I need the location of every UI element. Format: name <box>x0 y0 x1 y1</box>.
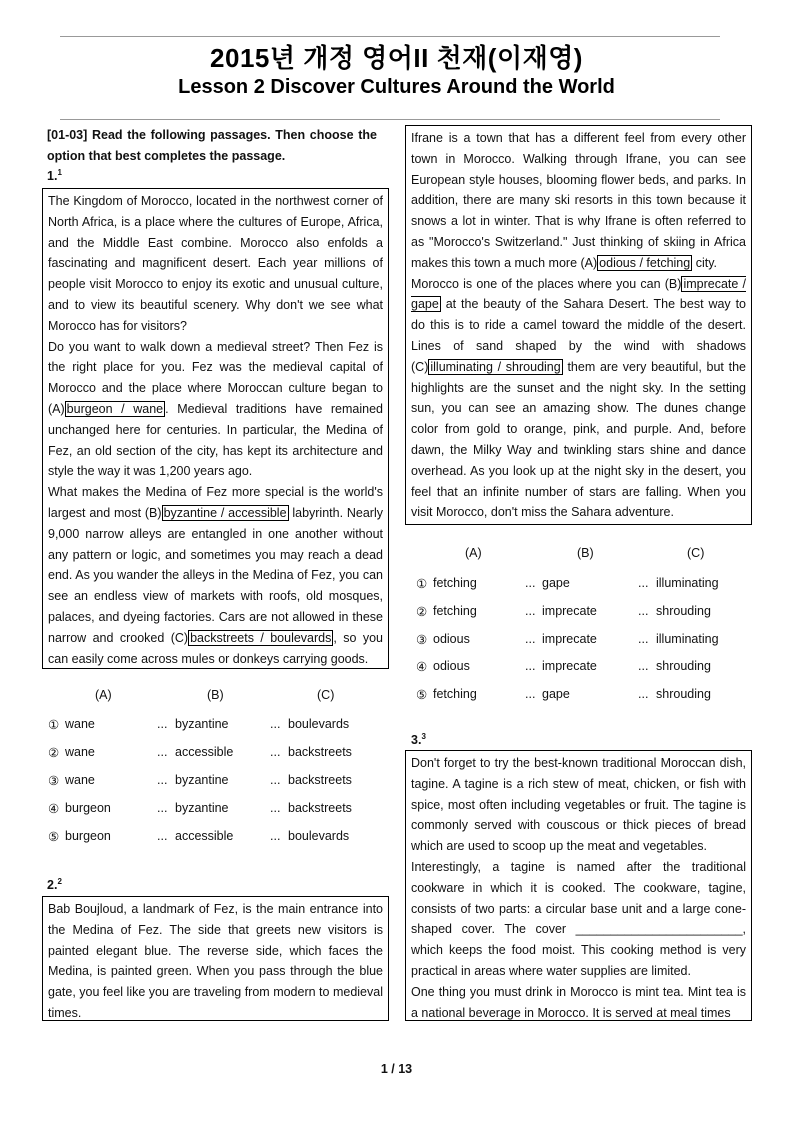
q1-passage <box>42 188 389 669</box>
passage-text: Bab Boujloud, a landmark of Fez, is the main entrance into the Medina of Fez. The side that greets new visitors is painted elegant blue. The reverse side, which faces the Medina, is painted green. When you pass through the blue gate, you feel like you are traveling from modern to medieval times. <box>48 902 383 1020</box>
top-rule <box>60 36 720 37</box>
question-2-number <box>47 877 62 892</box>
choice-b: imprecate <box>542 631 597 646</box>
q2-passage-left <box>42 896 389 1021</box>
column-header: (C) <box>687 546 705 560</box>
paragraph <box>411 753 746 857</box>
q1-footnote: 1 <box>57 168 62 177</box>
choice-number[interactable]: ① <box>48 718 60 732</box>
choice-c: illuminating <box>656 631 719 646</box>
ellipsis-separator: ... <box>157 773 168 787</box>
ellipsis-separator: ... <box>638 576 649 590</box>
page-title: 2015년 개정 영어II 천재(이재영) <box>210 43 583 73</box>
ellipsis-separator: ... <box>270 801 281 815</box>
q3-label: 3. <box>411 733 422 748</box>
choice-b: imprecate <box>542 603 597 618</box>
boxed-word-choice: burgeon / wane <box>66 401 164 416</box>
choice-a: odious <box>433 631 470 646</box>
choice-c: shrouding <box>656 687 711 702</box>
choice-number[interactable]: ④ <box>48 802 60 816</box>
ellipsis-separator: ... <box>157 745 168 759</box>
choice-number[interactable]: ③ <box>416 632 428 647</box>
choice-c: boulevards <box>288 717 350 731</box>
choice-c: shrouding <box>656 603 711 618</box>
paragraph <box>48 191 383 337</box>
passage-text: Ifrane is a town that has a different feel from every other town in Morocco. Walking through Ifrane, you can see European style houses, blooming flower beds, and parks. In addition, there are many ski resorts in this town because it snows a lot in winter. That is why Ifrane is often referred to as "Morocco's Switzerland." Just thinking of skiing in Africa makes this town a much more (A) <box>411 131 746 270</box>
instructions: [01-03] Read the following passages. Then choose the option that best completes the passage. <box>47 128 377 163</box>
paragraph <box>48 337 383 483</box>
q1-label: 1. <box>47 169 58 184</box>
paragraph <box>411 857 746 982</box>
choice-c: boulevards <box>288 829 350 843</box>
q3-footnote: 3 <box>421 732 426 741</box>
choice-b: gape <box>542 576 570 590</box>
question-3-number <box>411 732 426 747</box>
boxed-word-choice: imprecate / gape <box>411 276 746 312</box>
choice-a: burgeon <box>65 829 111 843</box>
ellipsis-separator: ... <box>638 659 649 674</box>
choice-a: fetching <box>433 603 477 618</box>
q2-label: 2. <box>47 878 58 893</box>
choice-c: illuminating <box>656 576 719 590</box>
ellipsis-separator: ... <box>270 773 281 787</box>
passage-text: The Kingdom of Morocco, located in the northwest corner of North Africa, is a place where the cultures of Europe, Africa, and the Middle East combine. Morocco also enfolds a fascinating and magnificent desert. Each year millions of people visit Morocco to enjoy its exotic and unusual culture, and to view its beautiful scenery. Why don't we see what Morocco has for visitors? <box>48 194 383 333</box>
passage-text: city. <box>692 255 717 270</box>
ellipsis-separator: ... <box>157 801 168 815</box>
q3-passage <box>405 750 752 1021</box>
choice-c: backstreets <box>288 745 352 759</box>
passage-text: Interestingly, a tagine is named after the traditional cookware in which it is cooked. The cookware, tagine, consists of two parts: a circular base unit and a large cone-shaped cover. The cover ________________________, which keeps the food moist. This cooking method is very practical in areas where water supplies are limited. <box>411 859 746 978</box>
passage-text: . Medieval traditions have remained unchanged here for centuries. In particular, the Medina of Fez, an old section of the city, has kept its architecture and style the way it was 1,200 years ago. <box>48 401 383 479</box>
boxed-word-choice: byzantine / accessible <box>163 505 287 520</box>
passage-text: , so you can easily come across mules or donkeys carrying goods. <box>48 630 383 666</box>
ellipsis-separator: ... <box>525 659 536 674</box>
choice-b: byzantine <box>175 717 229 731</box>
choice-number[interactable]: ③ <box>48 774 60 788</box>
choice-number[interactable]: ① <box>416 577 428 591</box>
ellipsis-separator: ... <box>270 745 281 759</box>
passage-text: Don't forget to try the best-known traditional Moroccan dish, tagine. A tagine is a rich stew of meat, chicken, or fish with spice, most often including vegetables or fruit. The tagine is commonly served with couscous or thick pieces of bread which are used to scoop up the meat and vegetables. <box>411 756 746 854</box>
choice-a: wane <box>65 717 95 731</box>
choice-b: imprecate <box>542 659 597 674</box>
boxed-word-choice: backstreets / boulevards <box>190 630 332 645</box>
column-header: (A) <box>465 546 482 560</box>
ellipsis-separator: ... <box>270 717 281 731</box>
page-subtitle: Lesson 2 Discover Cultures Around the World <box>178 76 615 98</box>
column-header: (A) <box>95 688 112 702</box>
passage-text: at the beauty of the Sahara Desert. The best way to do this is to ride a camel toward the middle of the desert. Lines of sand shaped by the wind with shadows (C) <box>411 297 746 374</box>
page-number: 1 / 13 <box>380 1062 413 1076</box>
column-header: (B) <box>577 546 594 560</box>
choice-a: fetching <box>433 576 477 590</box>
choice-b: accessible <box>175 745 234 759</box>
q2-footnote: 2 <box>57 877 62 886</box>
choice-number[interactable]: ⑤ <box>48 830 60 844</box>
ellipsis-separator: ... <box>638 631 649 646</box>
choice-number[interactable]: ④ <box>416 660 428 675</box>
choice-b: accessible <box>175 829 234 843</box>
passage-text: Morocco is one of the places where you can (B) <box>411 276 682 291</box>
choice-a: burgeon <box>65 801 111 815</box>
passage-text: One thing you must drink in Morocco is mint tea. Mint tea is a national beverage in Morocco. It is served at meal times <box>411 984 746 1020</box>
paragraph <box>411 274 746 524</box>
ellipsis-separator: ... <box>525 631 536 646</box>
question-1-number <box>47 168 62 183</box>
choice-a: odious <box>433 659 470 674</box>
ellipsis-separator: ... <box>638 687 649 702</box>
ellipsis-separator: ... <box>525 576 536 590</box>
passage-text: Do you want to walk down a medieval street? Then Fez is the right place for you. Fez was the medieval capital of Morocco and the place where Moroccan culture began to (A) <box>48 339 383 416</box>
choice-b: byzantine <box>175 801 229 815</box>
choice-c: shrouding <box>656 659 711 674</box>
paragraph <box>411 128 746 274</box>
boxed-word-choice: illuminating / shrouding <box>430 359 561 374</box>
choice-b: gape <box>542 687 570 702</box>
column-header: (C) <box>317 688 335 702</box>
passage-text: them are very beautiful, but the highlights are the sunset and the night sky. In the setting sun, you can see an amazing show. The dunes change color from gold to orange, pink, and purple. And, before dawn, the Milky Way and twinkling stars shine and dance overhead. As you look up at the night sky in the desert, you feel that an infinite number of stars are falling. When you visit Morocco, don't miss the Sahara adventure. <box>411 359 747 520</box>
choice-number[interactable]: ⑤ <box>416 688 428 703</box>
ellipsis-separator: ... <box>525 687 536 702</box>
boxed-word-choice: odious / fetching <box>599 255 691 270</box>
header-rule <box>60 119 720 120</box>
ellipsis-separator: ... <box>270 829 281 843</box>
paragraph <box>48 482 383 669</box>
choice-a: wane <box>65 773 95 787</box>
choice-a: fetching <box>433 687 477 702</box>
choice-number[interactable]: ② <box>48 746 60 760</box>
choice-a: wane <box>65 745 95 759</box>
choice-c: backstreets <box>288 801 352 815</box>
passage-text: What makes the Medina of Fez more special is the world's largest and most (B) <box>48 485 383 520</box>
ellipsis-separator: ... <box>638 603 649 618</box>
q2-passage-right <box>405 125 752 525</box>
paragraph <box>48 899 383 1024</box>
column-header: (B) <box>207 688 224 702</box>
choice-b: byzantine <box>175 773 229 787</box>
ellipsis-separator: ... <box>525 603 536 618</box>
paragraph <box>411 982 746 1021</box>
ellipsis-separator: ... <box>157 829 168 843</box>
choice-number[interactable]: ② <box>416 604 428 619</box>
passage-text: labyrinth. Nearly 9,000 narrow alleys are entangled in one another without any pattern or logic, and sometimes you may reach a dead end. As you wander the alleys in the Medina of Fez, you can see an endless view of markets with roofs, old mosques, palaces, and dyeing factories. Cars are not allowed in these narrow and crooked (C) <box>48 505 383 645</box>
ellipsis-separator: ... <box>157 717 168 731</box>
choice-c: backstreets <box>288 773 352 787</box>
